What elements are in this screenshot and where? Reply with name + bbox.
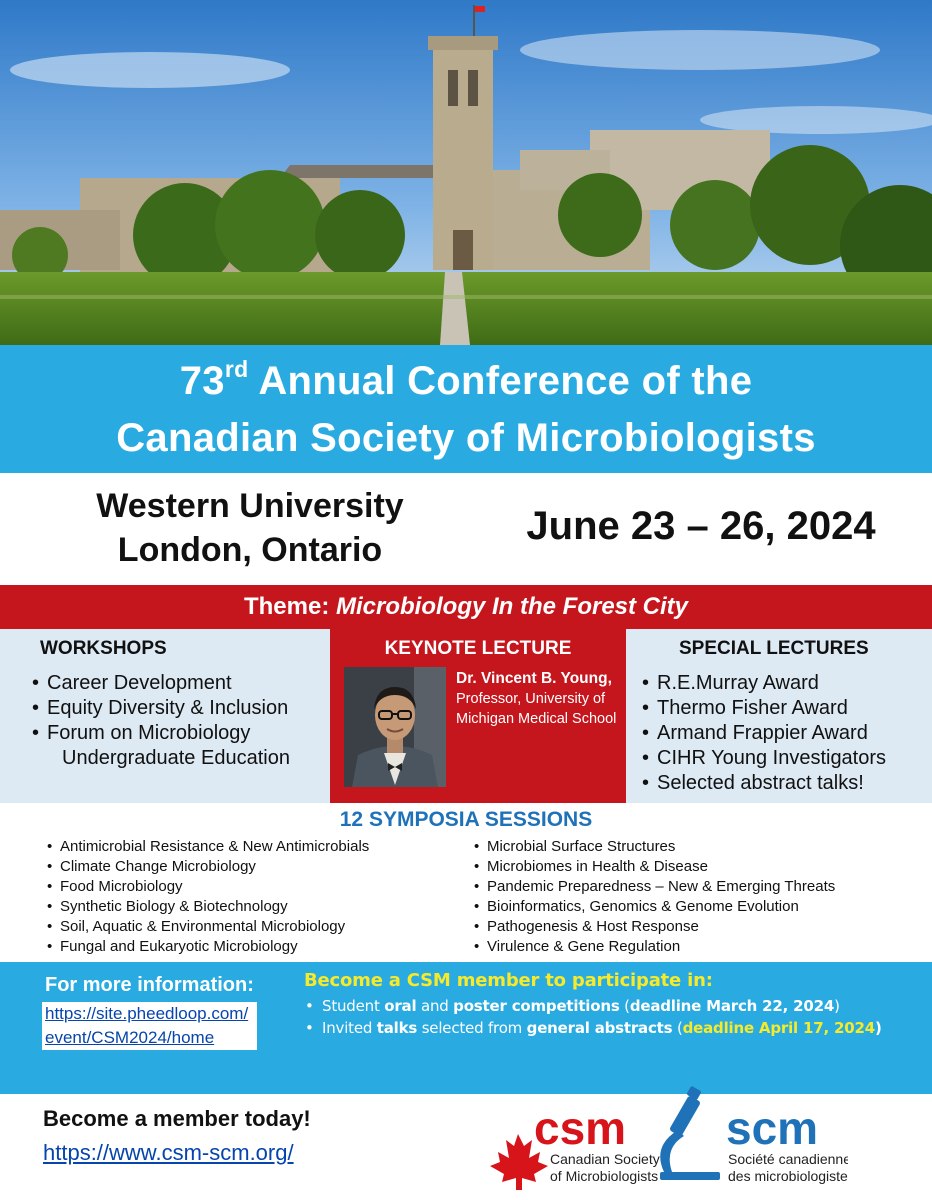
list-item: • Microbial Surface Structures xyxy=(474,837,835,857)
venue-name: Western University xyxy=(96,487,404,525)
list-item: • R.E.Murray Award xyxy=(642,671,886,696)
list-item: • Antimicrobial Resistance & New Antimicrobials xyxy=(47,837,369,857)
symposia-list-right xyxy=(474,837,835,957)
scm-french-name-line2: des microbiologistes xyxy=(728,1168,848,1184)
theme-label: Theme: xyxy=(243,593,330,620)
membership-list xyxy=(302,995,912,1039)
workshops-heading: WORKSHOPS xyxy=(40,638,167,659)
list-item: • Thermo Fisher Award xyxy=(642,696,886,721)
csm-english-name-line1: Canadian Society xyxy=(550,1151,660,1167)
csm-acronym: csm xyxy=(534,1102,627,1154)
venue-city: London, Ontario xyxy=(117,531,383,569)
keynote-speaker-photo xyxy=(344,667,446,787)
scm-french-name-line1: Société canadienne xyxy=(728,1151,848,1167)
keynote-speaker-name: Dr. Vincent B. Young, xyxy=(456,670,612,687)
membership-heading: Become a CSM member to participate in: xyxy=(304,970,713,991)
list-item: • Bioinformatics, Genomics & Genome Evolution xyxy=(474,897,835,917)
join-call-to-action: Become a member today! xyxy=(43,1106,311,1131)
microscope-icon xyxy=(660,1086,720,1180)
list-item: • Climate Change Microbiology xyxy=(47,857,369,877)
university-tower-photo xyxy=(0,0,932,345)
special-lectures-heading: SPECIAL LECTURES xyxy=(679,638,869,659)
speaker-portrait-icon xyxy=(344,667,446,787)
keynote-panel xyxy=(330,629,626,803)
keynote-speaker-details: Professor, University of Michigan Medical School xyxy=(456,691,617,727)
conference-dates: June 23 – 26, 2024 xyxy=(526,504,876,548)
conference-title-line1: 73rd Annual Conference of the xyxy=(179,356,753,403)
symposia-list-left xyxy=(47,837,369,957)
keynote-heading: KEYNOTE LECTURE xyxy=(384,638,572,659)
keynote-speaker-info xyxy=(456,669,621,729)
theme-name: Microbiology In the Forest City xyxy=(336,593,689,620)
list-item: • Equity Diversity & Inclusion xyxy=(32,696,290,721)
list-item: • Armand Frappier Award xyxy=(642,721,886,746)
list-item: • Synthetic Biology & Biotechnology xyxy=(47,897,369,917)
venue xyxy=(0,484,500,572)
list-item: • Soil, Aquatic & Environmental Microbiology xyxy=(47,917,369,937)
csm-english-name-line2: of Microbiologists xyxy=(550,1168,659,1184)
list-item: • Food Microbiology xyxy=(47,877,369,897)
csm-website-link[interactable]: https://www.csm-scm.org/ xyxy=(43,1140,294,1165)
hero-photo xyxy=(0,0,932,345)
list-item: • Fungal and Eukaryotic Microbiology xyxy=(47,937,369,957)
conference-info-link[interactable]: https://site.pheedloop.com/event/CSM2024/home xyxy=(42,1002,257,1050)
list-item-continuation: Undergraduate Education xyxy=(62,747,290,769)
workshops-list xyxy=(32,671,290,771)
list-item: • Forum on Microbiology xyxy=(32,721,290,746)
list-item: • Microbiomes in Health & Disease xyxy=(474,857,835,877)
list-item: • Pathogenesis & Host Response xyxy=(474,917,835,937)
list-item: • Selected abstract talks! xyxy=(642,771,886,796)
special-lectures-panel xyxy=(626,629,932,803)
csm-scm-logo xyxy=(488,1086,848,1190)
list-item: • CIHR Young Investigators xyxy=(642,746,886,771)
theme-banner xyxy=(0,585,932,629)
more-info-heading: For more information: xyxy=(45,974,254,996)
list-item: • Pandemic Preparedness – New & Emerging Threats xyxy=(474,877,835,897)
list-item: • Virulence & Gene Regulation xyxy=(474,937,835,957)
conference-title-line2: Canadian Society of Microbiologists xyxy=(116,416,816,460)
scm-acronym: scm xyxy=(726,1102,819,1154)
title-band xyxy=(0,345,932,473)
workshops-panel xyxy=(0,629,330,803)
info-band xyxy=(0,962,932,1094)
csm-scm-logo-graphic xyxy=(488,1086,848,1190)
symposia-heading: 12 SYMPOSIA SESSIONS xyxy=(339,808,593,831)
special-lectures-list xyxy=(642,671,886,796)
list-item: • Student oral and poster competitions (deadline March 22, 2024) xyxy=(302,995,912,1017)
list-item: • Invited talks selected from general abstracts (deadline April 17, 2024) xyxy=(302,1017,912,1039)
list-item: • Career Development xyxy=(32,671,290,696)
